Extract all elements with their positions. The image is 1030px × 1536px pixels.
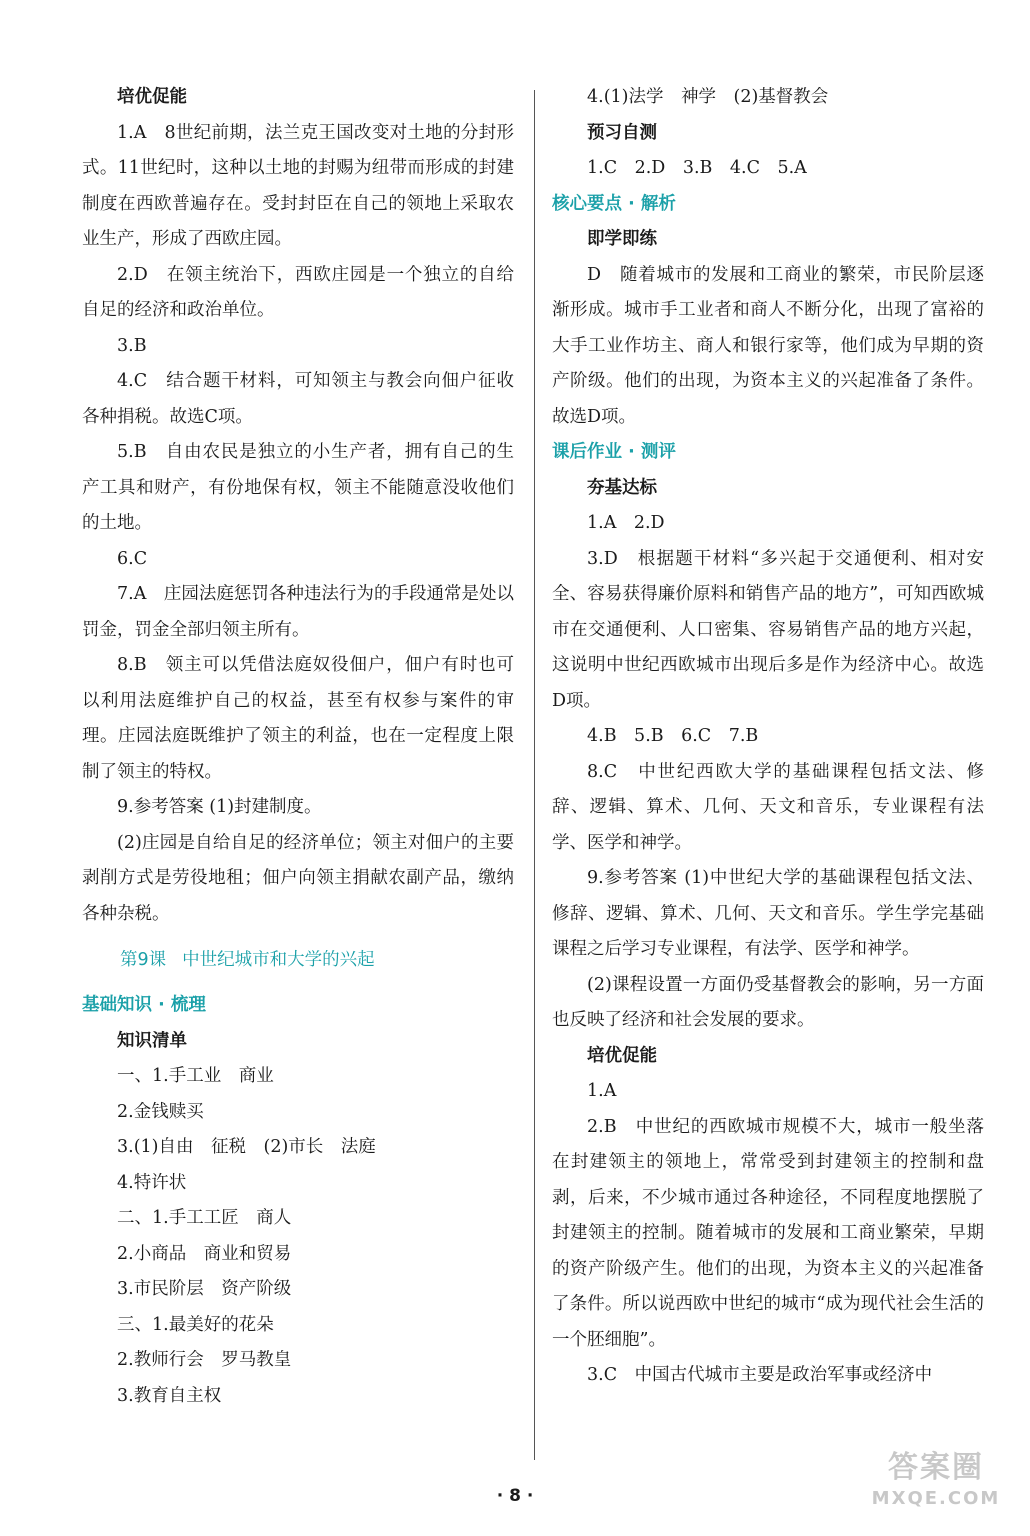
section-band: 基础知识 · 梳理 — [82, 995, 206, 1015]
subheading: 培优促能 — [117, 87, 187, 107]
subheading: 即学即练 — [587, 229, 657, 249]
answer-paragraph: 7.A 庄园法庭惩罚各种违法行为的手段通常是处以罚金，罚金全部归领主所有。 — [82, 584, 514, 640]
right-column — [552, 80, 984, 1394]
list-line: 2.金钱赎买 — [117, 1101, 204, 1122]
list-line: 二、1.手工工匠 商人 — [117, 1208, 292, 1228]
list-line: 4.(1)法学 神学 (2)基督教会 — [587, 87, 829, 107]
subheading: 夯基达标 — [587, 477, 657, 498]
section-band: 核心要点 · 解析 — [552, 193, 676, 214]
subheading: 培优促能 — [587, 1045, 657, 1066]
answer-paragraph: 5.B 自由农民是独立的小生产者，拥有自己的生产工具和财产，有份地保有权，领主不能随意没收他们的土地。 — [82, 442, 514, 533]
watermark-title: 答案圈 — [888, 1450, 984, 1485]
list-line: 3.(1)自由 征税 (2)市长 法庭 — [117, 1137, 376, 1157]
answer-paragraph: 3.B — [117, 335, 147, 356]
lesson-name: 中世纪城市和大学的兴起 — [182, 950, 375, 970]
list-line: 4.B 5.B 6.C 7.B — [587, 726, 759, 746]
lesson-title — [82, 932, 514, 988]
list-line: 2.教师行会 罗马教皇 — [117, 1350, 292, 1370]
watermark-logo — [866, 1448, 1006, 1518]
subheading: 预习自测 — [587, 122, 657, 143]
column-divider — [534, 90, 535, 1460]
answer-paragraph: 3.C 中国古代城市主要是政治军事或经济中 — [587, 1365, 933, 1385]
answer-paragraph: 2.B 中世纪的西欧城市规模不大，城市一般坐落在封建领主的领地上，常常受到封建领主的控制和盘剥，后来，不少城市通过各种途径，不同程度地摆脱了封建领主的控制。随着城市的发展和工商业繁荣，早期的资产阶级产生。他们的出现，为资本主义的兴起准备了条件。所以说西欧中世纪的城市“成为现代社会生活的一个胚细胞”。 — [552, 1116, 984, 1350]
answer-paragraph: 9.参考答案 (1)封建制度。 — [117, 797, 322, 817]
list-line: 4.特许状 — [117, 1172, 187, 1193]
list-line: 1.A — [587, 1081, 617, 1101]
answer-paragraph: 8.B 领主可以凭借法庭奴役佃户，佃户有时也可以利用法庭维护自己的权益，甚至有权参与案件的审理。庄园法庭既维护了领主的利益，也在一定程度上限制了领主的特权。 — [82, 655, 514, 782]
answer-paragraph: 4.C 结合题干材料，可知领主与教会向佃户征收各种捐税。故选C项。 — [82, 371, 514, 427]
answer-paragraph: D 随着城市的发展和工商业的繁荣，市民阶层逐渐形成。城市手工业者和商人不断分化，出现了富裕的大手工业作坊主、商人和银行家等，他们成为早期的资产阶级。他们的出现，为资本主义的兴起准备了条件。故选D项。 — [552, 264, 984, 427]
answer-paragraph: 3.D 根据题干材料“多兴起于交通便利、相对安全、容易获得廉价原料和销售产品的地方”，可知西欧城市在交通便利、人口密集、容易销售产品的地方兴起，这说明中世纪西欧城市出现后多是作为经济中心。故选D项。 — [552, 548, 984, 711]
lesson-number: 第9课 — [120, 950, 167, 970]
list-line: 1.A 2.D — [587, 513, 665, 533]
left-column — [82, 80, 514, 1414]
answer-paragraph: 9.参考答案 (1)中世纪大学的基础课程包括文法、修辞、逻辑、算术、几何、天文和音乐。学生学完基础课程之后学习专业课程，有法学、医学和神学。 — [552, 868, 985, 959]
list-line: 三、1.最美好的花朵 — [117, 1314, 274, 1335]
subheading: 知识清单 — [117, 1030, 187, 1051]
list-line: 2.小商品 商业和贸易 — [117, 1243, 292, 1264]
list-line: 3.教育自主权 — [117, 1385, 222, 1406]
answer-paragraph: 6.C — [117, 548, 148, 569]
page-number: · 8 · — [496, 1486, 534, 1506]
section-band: 课后作业 · 测评 — [552, 442, 676, 462]
list-line: 3.市民阶层 资产阶级 — [117, 1279, 292, 1299]
list-line: 一、1.手工业 商业 — [117, 1066, 274, 1086]
watermark-url: MXQE.COM — [871, 1488, 1001, 1509]
answer-paragraph: 1.A 8世纪前期，法兰克王国改变对土地的分封形式。11世纪时，这种以土地的封赐为纽带而形成的封建制度在西欧普遍存在。受封封臣在自己的领地上采取农业生产，形成了西欧庄园。 — [82, 122, 514, 249]
answer-paragraph: 8.C 中世纪西欧大学的基础课程包括文法、修辞、逻辑、算术、几何、天文和音乐，专业课程有法学、医学和神学。 — [552, 761, 984, 853]
answer-paragraph: (2)庄园是自给自足的经济单位；领主对佃户的主要剥削方式是劳役地租；佃户向领主捐献农副产品，缴纳各种杂税。 — [82, 832, 514, 924]
answer-paragraph: 2.D 在领主统治下，西欧庄园是一个独立的自给自足的经济和政治单位。 — [82, 264, 514, 320]
list-line: 1.C 2.D 3.B 4.C 5.A — [587, 158, 807, 178]
answer-paragraph: (2)课程设置一方面仍受基督教会的影响，另一方面也反映了经济和社会发展的要求。 — [552, 974, 984, 1030]
